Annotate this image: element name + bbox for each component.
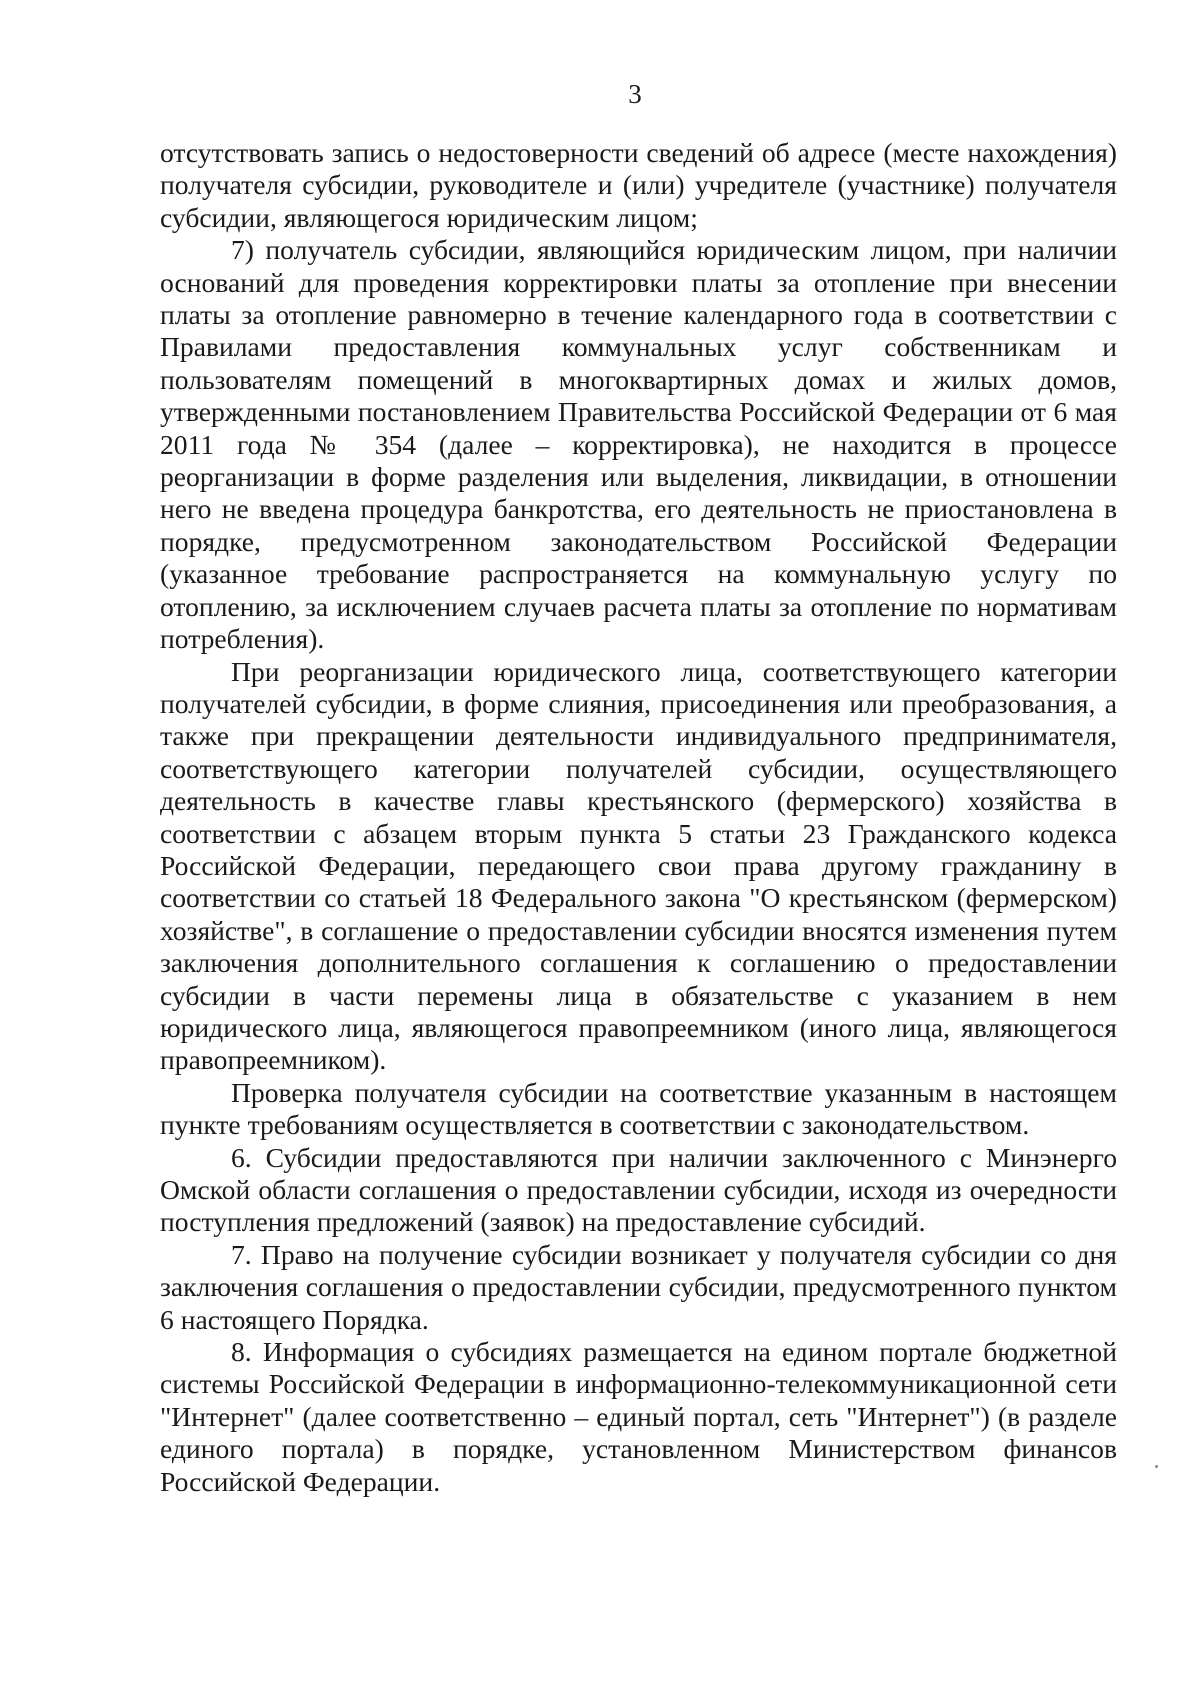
paragraph-clause-7: 7. Право на получение субсидии возникает у получателя субсидии со дня заключения соглашения о предоставлении субсидии, предусмотренного пунктом 6 настоящего Порядка. (160, 1238, 1117, 1335)
paragraph-continuation: отсутствовать запись о недостоверности сведений об адресе (месте нахождения) получателя субсидии, руководителе и (или) учредителе (участнике) получателя субсидии, являющегося юридическим лицом; (160, 137, 1117, 233)
paragraph-clause-8: 8. Информация о субсидиях размещается на едином портале бюджетной системы Российской Федерации в информационно-телекоммуникационной сети "Интернет" (далее соответственно – единый портал, сеть "Интернет") (в разделе единого портала) в порядке, установленном Министерством финансов Российской Федерации. (160, 1336, 1117, 1497)
scan-speck (1155, 1465, 1158, 1468)
document-body (160, 137, 1117, 1498)
page-number: 3 (628, 79, 642, 109)
paragraph-verification: Проверка получателя субсидии на соответствие указанным в настоящем пункте требованиям осуществляется в соответствии с законодательством. (160, 1076, 1117, 1141)
paragraph-clause-6: 6. Субсидии предоставляются при наличии заключенного с Минэнерго Омской области соглашения о предоставлении субсидии, исходя из очередности поступления предложений (заявок) на предоставление субсидий. (160, 1141, 1117, 1238)
paragraph-reorganization: При реорганизации юридического лица, соответствующего категории получателей субсидии, в форме слияния, присоединения или преобразования, а также при прекращении деятельности индивидуального предпринимателя, соответствующего категории получателей субсидии, осуществляющего деятельность в качестве главы крестьянского (фермерского) хозяйства в соответствии с абзацем вторым пункта 5 статьи 23 Гражданского кодекса Российской Федерации, передающего свои права другому гражданину в соответствии со статьей 18 Федерального закона "О крестьянском (фермерском) хозяйстве", в соглашение о предоставлении субсидии вносятся изменения путем заключения дополнительного соглашения к соглашению о предоставлении субсидии в части перемены лица в обязательстве с указанием в нем юридического лица, являющегося правопреемником (иного лица, являющегося правопреемником). (160, 655, 1117, 1076)
paragraph-item-7: 7) получатель субсидии, являющийся юридическим лицом, при наличии оснований для проведения корректировки платы за отопление при внесении платы за отопление равномерно в течение календарного года в соответствии с Правилами предоставления коммунальных услуг собственникам и пользователям помещений в многоквартирных домах и жилых домов, утвержденными постановлением Правительства Российской Федерации от 6 мая 2011 года № 354 (далее – корректировка), не находится в процессе реорганизации в форме разделения или выделения, ликвидации, в отношении него не введена процедура банкротства, его деятельность не приостановлена в порядке, предусмотренном законодательством Российской Федерации (указанное требование распространяется на коммунальную услугу по отоплению, за исключением случаев расчета платы за отопление по нормативам потребления). (160, 234, 1117, 655)
